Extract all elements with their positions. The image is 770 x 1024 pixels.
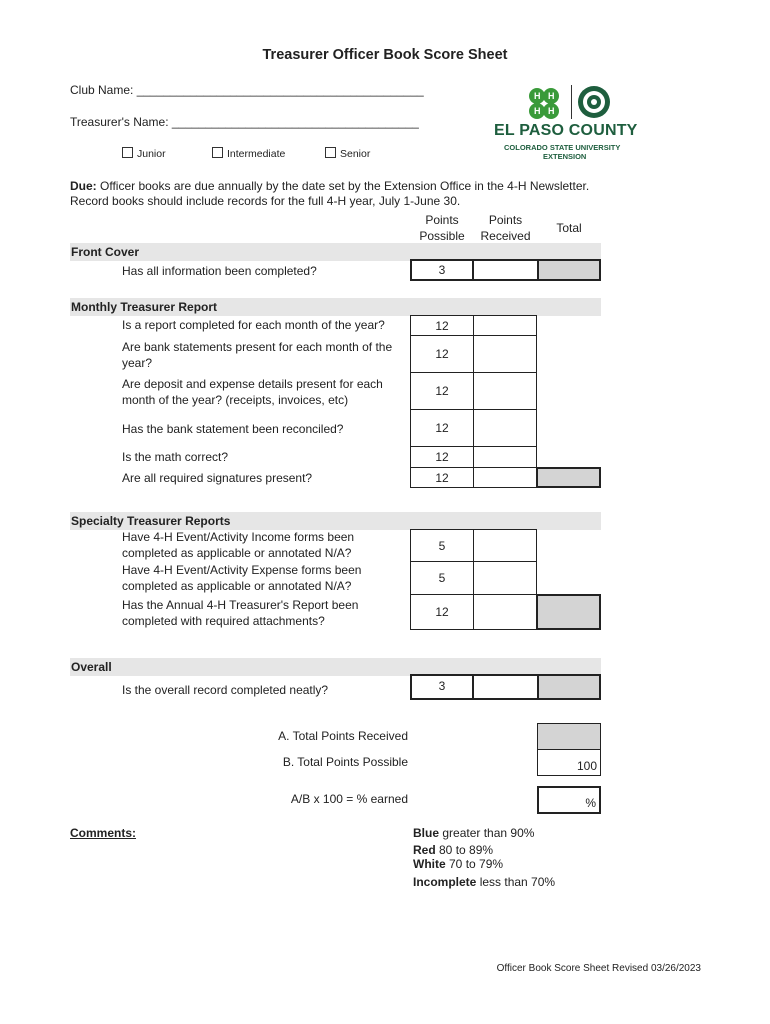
points-received-input[interactable] [473,446,537,468]
checkbox-icon [325,147,336,158]
points-possible: 12 [410,594,474,630]
section-total [537,674,601,700]
question-text: Are all required signatures present? [122,471,313,485]
total-received-value [537,723,601,750]
checkbox-icon [122,147,133,158]
section-total [536,467,601,488]
section-total [537,259,601,281]
total-possible-label: B. Total Points Possible [282,755,408,769]
legend-red: Red 80 to 89% [413,843,494,857]
points-possible: 3 [410,259,474,281]
section-front-cover: Front Cover [70,243,601,261]
percent-earned-label: A/B x 100 = % earned [290,792,408,806]
svg-text:H: H [548,106,555,116]
checkbox-intermediate[interactable]: Intermediate [212,147,285,160]
question-text: Has all information been completed? [122,264,317,278]
legend-blue: Blue greater than 90% [413,826,535,840]
extension-name: EXTENSION [543,152,587,161]
points-possible: 12 [410,409,474,447]
page-title: Treasurer Officer Book Score Sheet [262,47,508,63]
points-possible: 12 [410,467,474,488]
points-received-input[interactable] [473,372,537,410]
header-points-possible: Points Possible [419,213,465,243]
university-name: COLORADO STATE UNIVERSITY [504,143,621,152]
question-text: Has the bank statement been reconciled? [122,422,344,436]
svg-text:H: H [534,106,541,116]
points-possible: 12 [410,446,474,468]
points-possible: 5 [410,529,474,562]
record-notice: Record books should include records for the full 4-H year, July 1-June 30. [70,194,461,208]
points-received-input[interactable] [473,409,537,447]
legend-white: White 70 to 79% [413,857,504,871]
county-name: EL PASO COUNTY [494,122,638,139]
header-total: Total [556,221,582,235]
total-received-label: A. Total Points Received [278,729,408,743]
section-total [536,594,601,630]
question-text: Are bank statements present for each month of the year? [122,340,393,370]
svg-text:H: H [548,91,555,101]
section-monthly: Monthly Treasurer Report [70,298,601,316]
points-possible: 12 [410,372,474,410]
footer-revision: Officer Book Score Sheet Revised 03/26/2023 [496,963,701,974]
points-received-input[interactable] [473,259,538,281]
points-possible: 5 [410,561,474,595]
percent-earned-value: % [537,786,601,814]
points-received-input[interactable] [473,594,537,630]
header-points-received: Points Received [480,213,531,243]
checkbox-icon [212,147,223,158]
points-received-input[interactable] [473,529,537,562]
club-name-field[interactable]: Club Name: ___________________________________________ [70,83,424,97]
treasurer-name-field[interactable]: Treasurer's Name: _____________________________________ [70,115,419,129]
question-text: Are deposit and expense details present for each month of the year? (receipts, invoices, etc) [122,377,383,407]
clover-icon [524,84,564,124]
question-text: Is the math correct? [122,450,229,464]
question-text: Have 4-H Event/Activity Income forms been completed as applicable or annotated N/A? [122,530,355,560]
legend-incomplete: Incomplete less than 70% [413,875,556,889]
points-possible: 12 [410,315,474,336]
question-text: Has the Annual 4-H Treasurer's Report been completed with required attachments? [122,598,359,628]
ram-seal-icon [576,84,612,120]
comments-label: Comments: [70,826,137,840]
section-specialty: Specialty Treasurer Reports [70,512,601,530]
due-notice: Due: Officer books are due annually by the date set by the Extension Office in the 4-H Newsletter. [70,179,590,193]
extension-logo [494,82,644,162]
question-text: Is the overall record completed neatly? [122,683,329,697]
points-received-input[interactable] [473,335,537,373]
points-received-input[interactable] [473,467,537,488]
points-possible: 12 [410,335,474,373]
points-received-input[interactable] [473,315,537,336]
points-received-input[interactable] [473,674,538,700]
question-text: Is a report completed for each month of the year? [122,318,385,332]
points-possible: 3 [410,674,474,700]
points-received-input[interactable] [473,561,537,595]
question-text: Have 4-H Event/Activity Expense forms been completed as applicable or annotated N/A? [122,563,362,593]
checkbox-junior[interactable]: Junior [122,147,166,160]
section-overall: Overall [70,658,601,676]
svg-text:H: H [534,91,541,101]
checkbox-senior[interactable]: Senior [325,147,370,160]
total-possible-value: 100 [537,749,601,776]
